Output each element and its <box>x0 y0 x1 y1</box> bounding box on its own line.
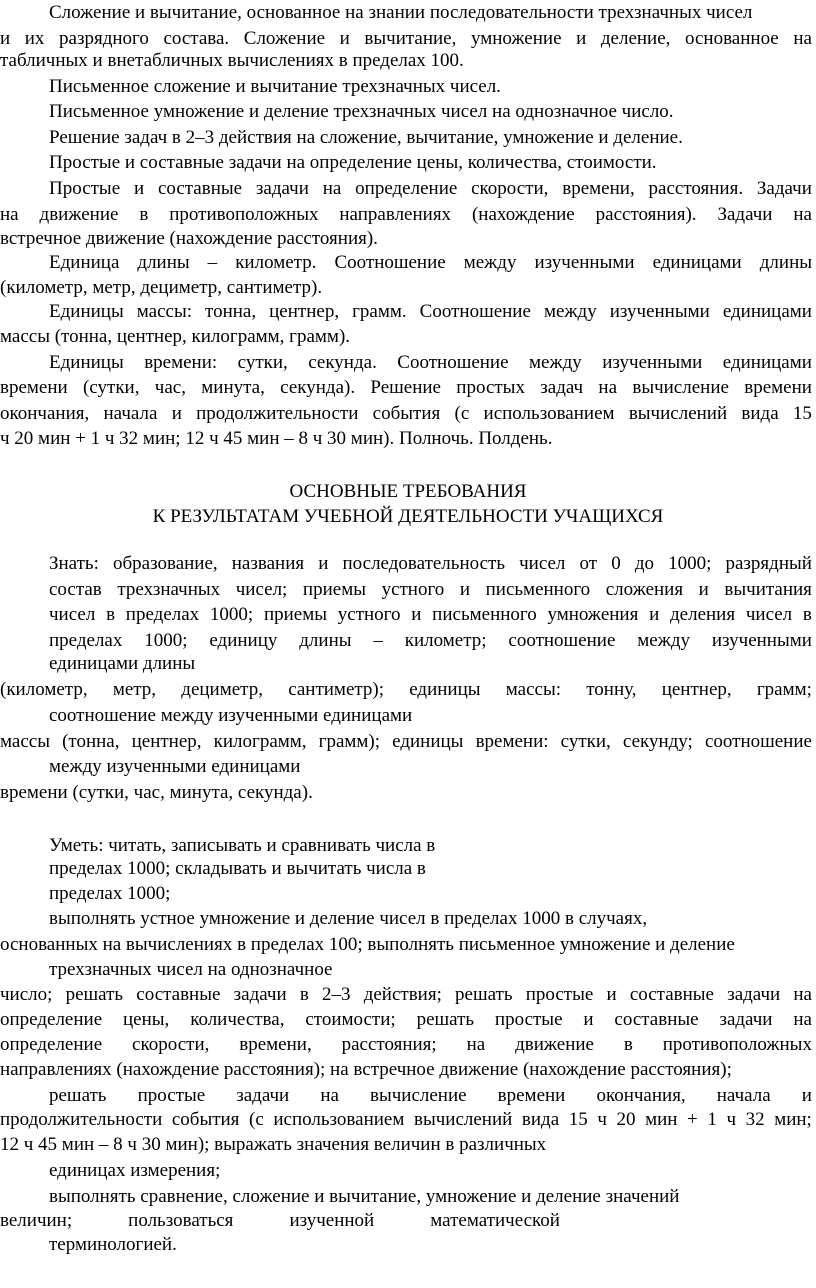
text-line: (километр, метр, дециметр, сантиметр); единицы массы: тонну, центнер, грамм; <box>0 679 812 700</box>
text-line: единицах измерения; <box>49 1160 221 1181</box>
text-line: продолжительности события (с использованием вычислений вида 15 ч 20 мин + 1 ч 32 мин; <box>0 1109 812 1130</box>
text-line: единицами длины <box>49 653 196 674</box>
text-line: (километр, метр, дециметр, сантиметр). <box>0 277 323 298</box>
text-line: табличных и внетабличных вычислениях в пределах 100. <box>0 50 464 71</box>
text-line: величин; пользоваться изученной математической <box>0 1210 560 1231</box>
text-line: основанных на вычислениях в пределах 100; выполнять письменное умножение и деление <box>0 934 735 955</box>
text-line: пределах 1000; складывать и вычитать числа в <box>49 858 426 879</box>
text-line: соотношение между изученными единицами <box>49 705 413 726</box>
text-line: Простые и составные задачи на определение цены, количества, стоимости. <box>49 152 657 173</box>
text-line: Знать: образование, названия и последовательность чисел от 0 до 1000; разрядный <box>49 553 812 574</box>
text-line: число; решать составные задачи в 2–3 действия; решать простые и составные задачи на <box>0 984 812 1005</box>
text-line: выполнять устное умножение и деление чисел в пределах 1000 в случаях, <box>49 908 648 929</box>
text-line: терминологией. <box>49 1234 177 1255</box>
text-line: массы (тонна, центнер, килограмм, грамм). <box>0 326 351 347</box>
text-line: пределах 1000; <box>49 883 171 904</box>
text-line: Сложение и вычитание, основанное на знании последовательности трехзначных чисел <box>49 2 753 23</box>
text-line: чисел в пределах 1000; приемы устного и письменного умножения и деления чисел в <box>49 604 812 625</box>
text-line: массы (тонна, центнер, килограмм, грамм); единицы времени: сутки, секунду; соотношение <box>0 731 812 752</box>
text-line: определение скорости, времени, расстояния; на движение в противоположных <box>0 1034 812 1055</box>
text-line: Единица длины – километр. Соотношение между изученными единицами длины <box>49 252 812 273</box>
section-heading: ОСНОВНЫЕ ТРЕБОВАНИЯ <box>289 481 527 502</box>
text-line: Единицы времени: сутки, секунда. Соотношение между изученными единицами <box>49 352 812 373</box>
text-line: времени (сутки, час, минута, секунда). <box>0 782 313 803</box>
text-line: на движение в противоположных направлениях (нахождение расстояния). Задачи на <box>0 204 812 225</box>
text-line: ч 20 мин + 1 ч 32 мин; 12 ч 45 мин – 8 ч 30 мин). Полночь. Полдень. <box>0 428 553 449</box>
text-line: пределах 1000; единицу длины – километр; соотношение между изученными <box>49 630 812 651</box>
text-line: Решение задач в 2–3 действия на сложение, вычитание, умножение и деление. <box>49 127 683 148</box>
text-line: 12 ч 45 мин – 8 ч 30 мин); выражать значения величин в различных <box>0 1134 547 1155</box>
text-line: Единицы массы: тонна, центнер, грамм. Соотношение между изученными единицами <box>49 301 812 322</box>
text-line: и их разрядного состава. Сложение и вычитание, умножение и деление, основанное на <box>0 28 812 49</box>
text-line: между изученными единицами <box>49 756 301 777</box>
text-line: Уметь: читать, записывать и сравнивать числа в <box>49 835 436 856</box>
section-heading: К РЕЗУЛЬТАТАМ УЧЕБНОЙ ДЕЯТЕЛЬНОСТИ УЧАЩИХСЯ <box>152 506 664 527</box>
text-line: времени (сутки, час, минута, секунда). Решение простых задач на вычисление времени <box>0 377 812 398</box>
text-line: встречное движение (нахождение расстояния). <box>0 228 378 249</box>
text-line: решать простые задачи на вычисление времени окончания, начала и <box>49 1085 812 1106</box>
text-line: Письменное умножение и деление трехзначных чисел на однозначное число. <box>49 101 674 122</box>
text-line: определение цены, количества, стоимости; решать простые и составные задачи на <box>0 1009 812 1030</box>
text-line: окончания, начала и продолжительности события (с использованием вычислений вида 15 <box>0 403 812 424</box>
text-line: Простые и составные задачи на определение скорости, времени, расстояния. Задачи <box>49 178 812 199</box>
text-line: состав трехзначных чисел; приемы устного и письменного сложения и вычитания <box>49 579 812 600</box>
text-line: выполнять сравнение, сложение и вычитание, умножение и деление значений <box>49 1186 680 1207</box>
text-line: направлениях (нахождение расстояния); на встречное движение (нахождение расстояния); <box>0 1059 732 1080</box>
text-line: трехзначных чисел на однозначное <box>49 959 333 980</box>
text-line: Письменное сложение и вычитание трехзначных чисел. <box>49 76 501 97</box>
